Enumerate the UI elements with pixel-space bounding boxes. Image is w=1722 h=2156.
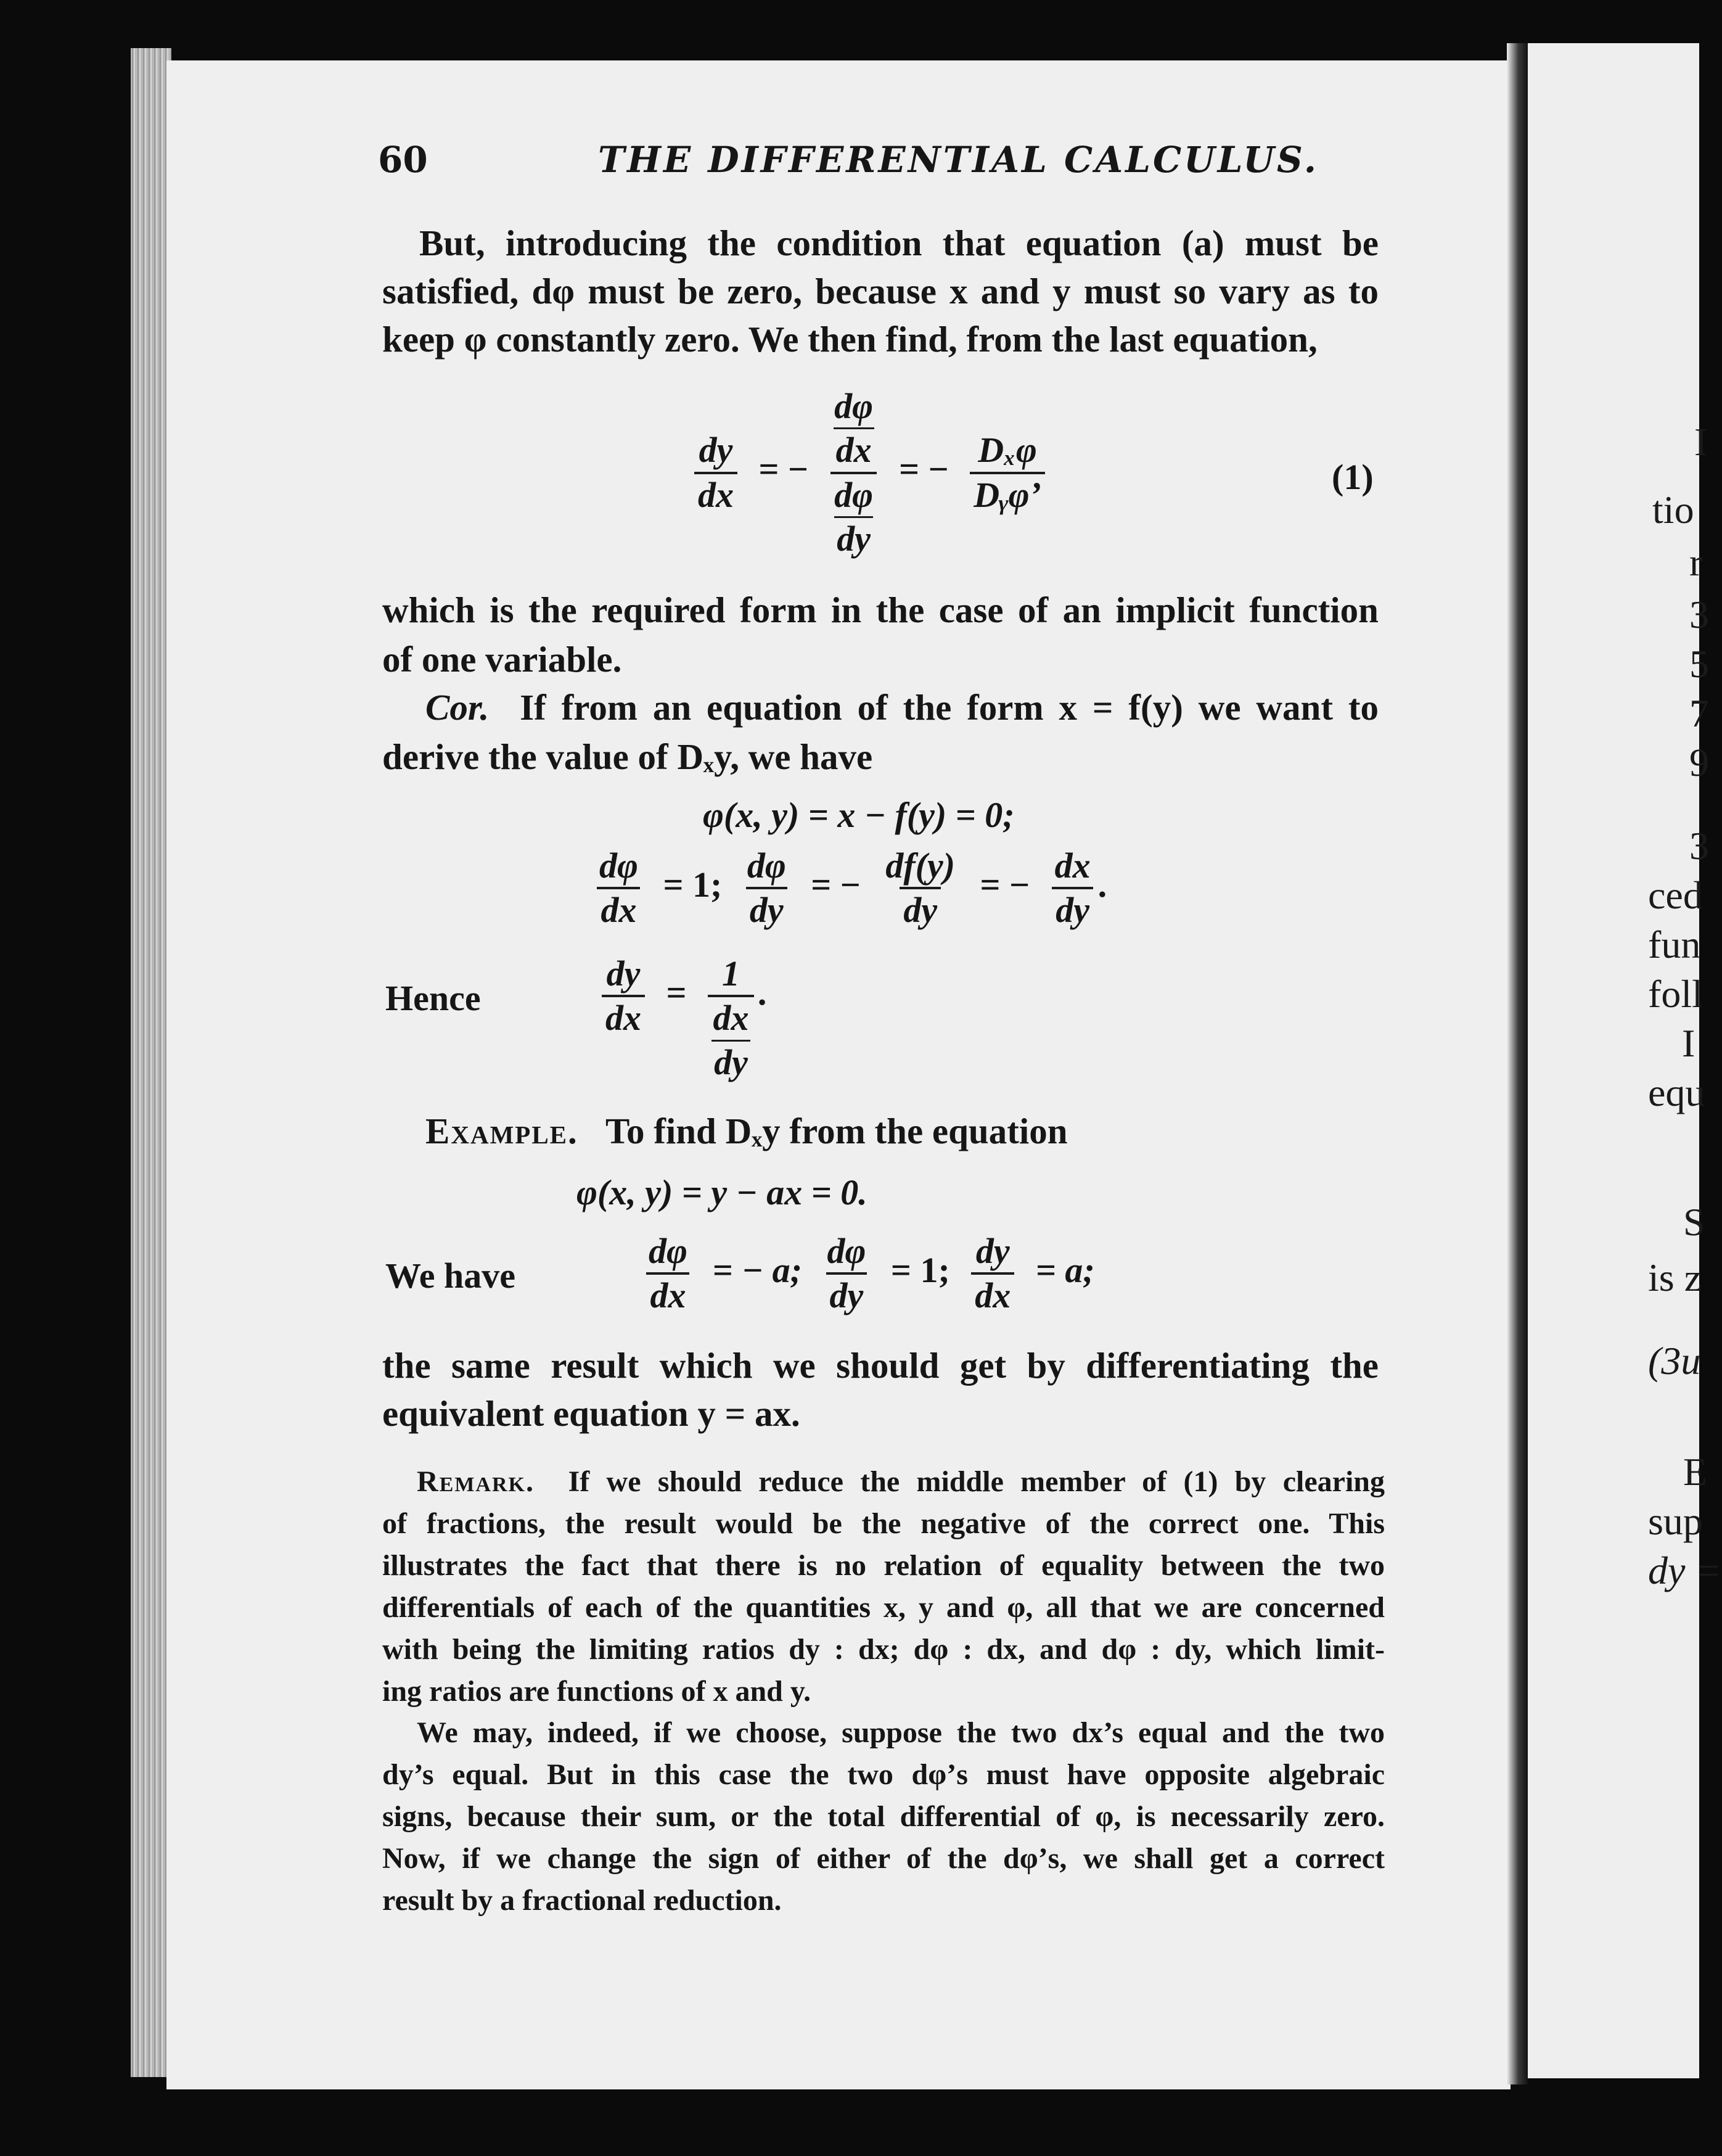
- facing-fragment: ced: [1648, 873, 1703, 917]
- book-gutter: [1507, 43, 1528, 2084]
- remark-line: differentials of each of the quantities x, y and φ, all that we are concerned: [382, 1591, 1385, 1624]
- we-have-label: We have: [385, 1256, 516, 1296]
- equation-number: (1): [1332, 457, 1374, 497]
- body-line: of one variable.: [382, 639, 622, 680]
- remark-line: dy’s equal. But in this case the two dφ’s must have opposite algebraic: [382, 1758, 1385, 1791]
- facing-fragment: foll: [1648, 972, 1703, 1016]
- page-edges: [131, 48, 171, 2077]
- corollary-line: Cor. If from an equation of the form x = f(y) we want to: [425, 687, 1379, 728]
- facing-fragment: S: [1683, 1200, 1705, 1244]
- remark-line: of fractions, the result would be the negative of the correct one. This: [382, 1507, 1385, 1540]
- hence-label: Hence: [385, 978, 481, 1018]
- facing-fragment: I: [1682, 1021, 1695, 1065]
- remark-line: signs, because their sum, or the total differential of φ, is necessarily zero.: [382, 1800, 1385, 1833]
- facing-fragment: equ: [1648, 1071, 1705, 1114]
- facing-fragment: E: [1683, 1450, 1708, 1494]
- remark-label: Remark.: [417, 1465, 535, 1498]
- body-line: satisfied, dφ must be zero, because x and y must so vary as to: [382, 271, 1379, 311]
- facing-fragment: sup: [1648, 1499, 1703, 1543]
- body-line: But, introducing the condition that equation (a) must be: [419, 223, 1379, 263]
- remark-line: ing ratios are functions of x and y.: [382, 1675, 811, 1708]
- facing-fragment: 3: [1689, 593, 1709, 636]
- facing-fragment: is z: [1648, 1256, 1702, 1299]
- facing-fragment: 3: [1689, 824, 1709, 868]
- equation-reciprocal: $\frac{dy}{dx}$ = 1 dx dy .: [598, 953, 766, 1084]
- body-line: which is the required form in the case of an implicit function: [382, 590, 1379, 630]
- body-line: derive the value of Dₓy, we have: [382, 736, 873, 777]
- facing-fragment: 7: [1689, 691, 1709, 735]
- running-title: THE DIFFERENTIAL CALCULUS.: [598, 139, 1319, 181]
- corollary-label: Cor.: [425, 687, 490, 728]
- facing-fragment: dy =: [1648, 1549, 1722, 1592]
- facing-fragment: 5: [1689, 642, 1709, 686]
- facing-fragment: fun: [1648, 923, 1701, 966]
- facing-fragment: 9: [1689, 741, 1709, 784]
- remark-line: illustrates the fact that there is no relation of equality between the two: [382, 1549, 1385, 1582]
- example-label: Example.: [425, 1111, 578, 1151]
- remark-line: We may, indeed, if we choose, suppose the two dx’s equal and the two: [417, 1716, 1385, 1749]
- example-line: Example. To find Dₓy from the equation: [425, 1111, 1068, 1151]
- body-line: the same result which we should get by differentiating the: [382, 1345, 1379, 1386]
- remark-line: result by a fractional reduction.: [382, 1884, 782, 1917]
- equation-derivatives: $\frac{d\varphi}{dx}$ = 1; $\frac{d\varphi}{dy}$ = − $\frac{df(y)}{dy}$ = − $\frac{dx}{dy}$ .: [592, 845, 1107, 932]
- remark-line: with being the limiting ratios dy : dx; dφ : dx, and dφ : dy, which limit-: [382, 1633, 1385, 1666]
- body-line: equivalent equation y = ax.: [382, 1393, 800, 1434]
- facing-fragment: I: [1694, 420, 1708, 464]
- facing-fragment: r: [1689, 540, 1703, 584]
- equation-1: $\frac{dy}{dx}$ = − dφ dx dφ dy = − $\frac{\text{Dₓφ}}{\text{Dᵧφ’}}$: [691, 385, 1049, 561]
- facing-fragment: tio: [1652, 488, 1694, 532]
- equation-example-derivatives: $\frac{d\varphi}{dx}$ = − a; $\frac{d\varphi}{dy}$ = 1; $\frac{dy}{dx}$ = a;: [641, 1230, 1104, 1317]
- remark-line: Remark. If we should reduce the middle member of (1) by clearing: [417, 1465, 1385, 1498]
- remark-line: Now, if we change the sign of either of the dφ’s, we shall get a correct: [382, 1842, 1385, 1875]
- equation-phi-definition: φ(x, y) = x − f(y) = 0;: [703, 795, 1015, 835]
- facing-fragment: (3u: [1648, 1339, 1701, 1383]
- body-line: keep φ constantly zero. We then find, from the last equation,: [382, 319, 1318, 360]
- equation-example: φ(x, y) = y − ax = 0.: [576, 1172, 867, 1212]
- page-number: 60: [378, 139, 428, 181]
- facing-page: [1528, 43, 1722, 2078]
